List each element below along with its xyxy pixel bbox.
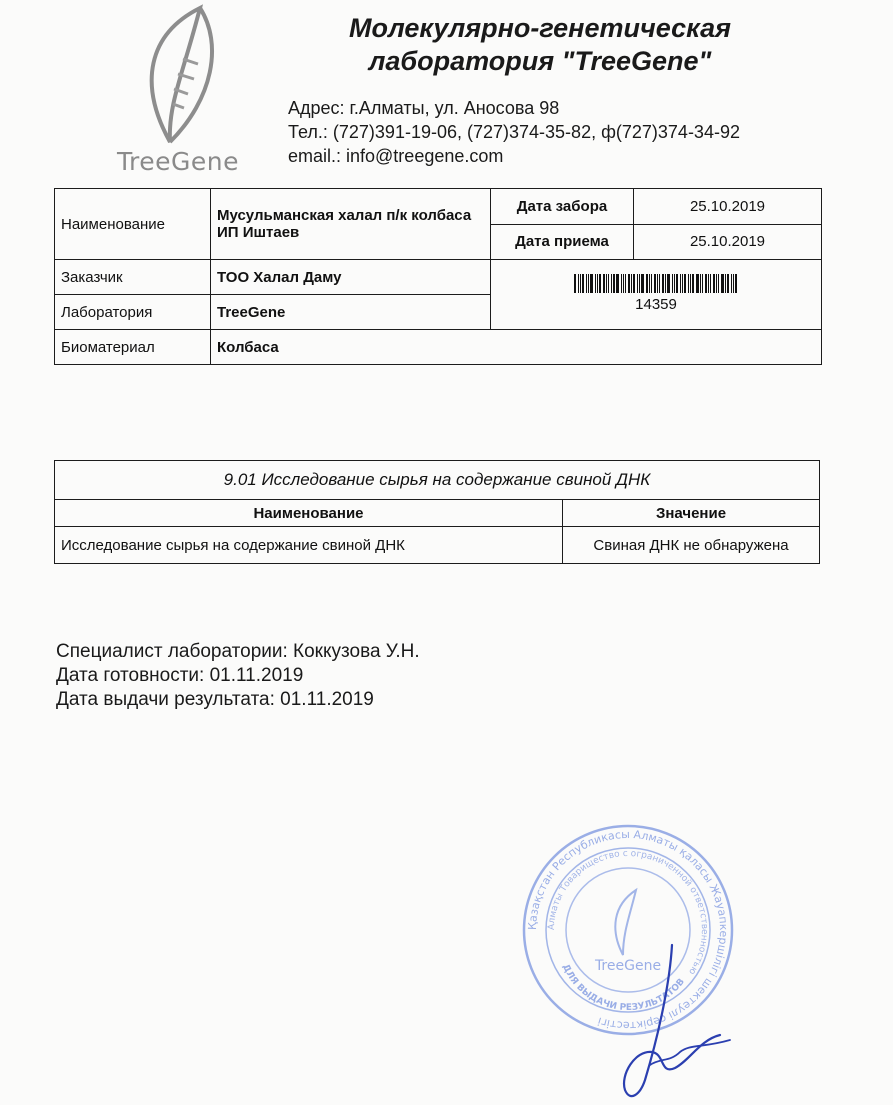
barcode-bar <box>639 274 640 293</box>
name-label: Наименование <box>55 189 211 260</box>
barcode-bar <box>690 274 691 293</box>
col-header-name: Наименование <box>55 500 563 527</box>
barcode-bar <box>735 274 737 293</box>
receive-date-value: 25.10.2019 <box>634 224 822 260</box>
collect-date-label: Дата забора <box>491 189 634 225</box>
barcode-cell <box>491 260 822 330</box>
table-row <box>55 527 820 564</box>
title-line-1: Молекулярно-генетическая <box>348 13 732 43</box>
barcode-bar <box>684 274 686 293</box>
barcode-bar <box>628 274 630 293</box>
barcode-bar <box>657 274 658 293</box>
barcode-bar <box>586 274 587 293</box>
barcode-number: 14359 <box>635 296 677 313</box>
issue-date-text: Дата выдачи результата: 01.11.2019 <box>56 689 374 710</box>
barcode-bar <box>676 274 678 293</box>
lab-label: Лаборатория <box>55 295 211 330</box>
stamp-outer-text: Қазақстан Республикасы Алматы қаласы Жауапкершілігі шектеулі серіктестігі <box>525 827 731 1033</box>
biomaterial-label: Биоматериал <box>55 330 211 365</box>
stamp-bottom-text: ДЛЯ ВЫДАЧИ РЕЗУЛЬТАТОВ <box>560 962 687 1014</box>
customer-value: ТОО Халал Даму <box>211 260 491 295</box>
barcode-bar <box>662 274 664 293</box>
ready-date-text: Дата готовности: 01.11.2019 <box>56 665 304 686</box>
barcode-bar <box>623 274 624 293</box>
signature <box>590 940 740 1105</box>
barcode-bar <box>641 274 644 293</box>
customer-label: Заказчик <box>55 260 211 295</box>
barcode-bar <box>705 274 707 293</box>
result-name: Исследование сырья на содержание свиной ДНК <box>55 527 563 564</box>
barcode-bar <box>696 274 699 293</box>
barcode-bar <box>590 274 593 293</box>
biomaterial-value: Колбаса <box>211 330 822 365</box>
barcode-bar <box>700 274 701 293</box>
barcode-bar <box>603 274 605 293</box>
result-value: Свиная ДНК не обнаружена <box>563 527 820 564</box>
results-caption: 9.01 Исследование сырья на содержание свиной ДНК <box>55 461 820 500</box>
barcode-bar <box>674 274 675 293</box>
lab-value: TreeGene <box>211 295 491 330</box>
barcode-bar <box>672 274 673 293</box>
barcode-bar <box>702 274 703 293</box>
sample-info-table <box>54 188 822 365</box>
barcode-bar <box>733 274 734 293</box>
collect-date-value: 25.10.2019 <box>634 189 822 225</box>
phones-text: Тел.: (727)391-19-06, (727)374-35-82, ф(727)374-34-92 <box>288 122 740 142</box>
barcode-bar <box>578 274 579 293</box>
barcode-bar <box>654 274 656 293</box>
barcode-bar <box>716 274 717 293</box>
barcode-bar <box>574 274 576 293</box>
barcode-bar <box>708 274 709 293</box>
barcode-bar <box>611 274 612 293</box>
barcode-bar <box>713 274 715 293</box>
leaf-dna-icon <box>128 4 228 149</box>
barcode-bar <box>599 274 601 293</box>
barcode-bar <box>680 274 681 293</box>
barcode-bar <box>606 274 607 293</box>
barcode-bar <box>725 274 726 293</box>
name-value: Мусульманская халал п/к колбаса ИП Иштаев <box>211 189 491 260</box>
barcode-bar <box>651 274 652 293</box>
barcode-bar <box>692 274 694 293</box>
col-header-value: Значение <box>563 500 820 527</box>
barcode-bar <box>646 274 648 293</box>
email-text: email.: info@treegene.com <box>288 146 504 166</box>
address-text: Адрес: г.Алматы, ул. Аносова 98 <box>288 98 560 118</box>
barcode-bar <box>710 274 711 293</box>
barcode-bar <box>588 274 589 293</box>
barcode-bar <box>597 274 598 293</box>
barcode-bar <box>731 274 732 293</box>
results-table <box>54 460 820 564</box>
specialist-text: Специалист лаборатории: Коккузова У.Н. <box>56 641 420 662</box>
barcode-bar <box>688 274 689 293</box>
barcode-bar <box>682 274 683 293</box>
barcode-bar <box>721 274 724 293</box>
footer-block <box>56 640 420 712</box>
barcode-bar <box>621 274 622 293</box>
stamp-center-text: TreeGene <box>594 958 662 974</box>
stamp-inner-text: Алматы Товарищество с ограниченной ответственностью <box>546 848 710 977</box>
barcode-bar <box>649 274 650 293</box>
barcode-bar <box>727 274 729 293</box>
barcode-bar <box>616 274 619 293</box>
barcode-bar <box>633 274 635 293</box>
treegene-logo <box>108 4 248 179</box>
title-line-2: лаборатория "TreeGene" <box>368 46 712 76</box>
receive-date-label: Дата приема <box>491 224 634 260</box>
barcode-bar <box>582 274 584 293</box>
barcode-bar <box>625 274 626 293</box>
barcode-bar <box>667 274 670 293</box>
document-title <box>300 12 780 78</box>
barcode-bar <box>718 274 719 293</box>
barcode-bar <box>665 274 666 293</box>
barcode-bar <box>608 274 609 293</box>
logo-text: TreeGene <box>116 147 240 176</box>
barcode-bar <box>595 274 596 293</box>
barcode-bar <box>613 274 615 293</box>
barcode-bar <box>659 274 660 293</box>
contacts-block <box>288 96 740 168</box>
barcode <box>574 274 739 293</box>
barcode-bar <box>637 274 638 293</box>
barcode-bar <box>580 274 581 293</box>
barcode-bar <box>631 274 632 293</box>
